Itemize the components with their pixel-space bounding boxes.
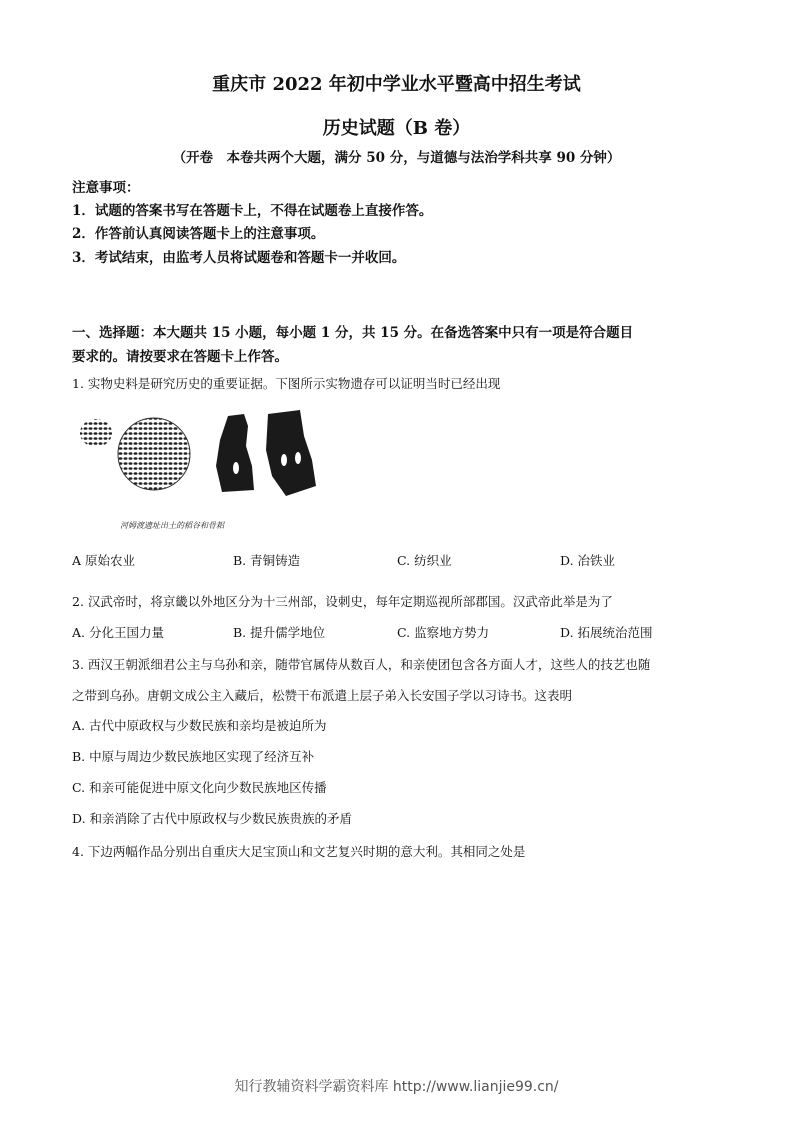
q2-option-b[interactable]: B. 提升儒学地位 — [233, 625, 326, 640]
rice-grain-small-icon — [80, 419, 112, 447]
exam-title: 重庆市 2022 年初中学业水平暨高中招生考试 — [212, 74, 581, 95]
question-1-stem: 1. 实物史料是研究历史的重要证据。下图所示实物遗存可以证明当时已经出现 — [72, 376, 501, 391]
q3-option-a[interactable]: A. 古代中原政权与少数民族和亲均是被迫所为 — [72, 718, 327, 733]
notice-item-2: 2．作答前认真阅读答题卡上的注意事项。 — [72, 226, 325, 242]
exam-note-line: （开卷 本卷共两个大题，满分 50 分，与道德与法治学科共享 90 分钟） — [172, 150, 621, 166]
section-heading-line-2: 要求的。请按要求在答题卡上作答。 — [72, 349, 288, 365]
question-4-stem: 4. 下边两幅作品分别出自重庆大足宝顶山和文艺复兴时期的意大利。其相同之处是 — [72, 844, 526, 859]
q2-option-d[interactable]: D. 拓展统治范围 — [560, 625, 653, 640]
notice-item-3: 3．考试结束，由监考人员将试题卷和答题卡一并收回。 — [72, 250, 406, 266]
q3-option-c[interactable]: C. 和亲可能促进中原文化向少数民族地区传播 — [72, 780, 327, 795]
section-heading-line-1: 一、选择题：本大题共 15 小题，每小题 1 分，共 15 分。在备选答案中只有一项是符合题目 — [72, 325, 634, 341]
q1-option-d[interactable]: D. 冶铁业 — [560, 553, 616, 568]
q2-option-a[interactable]: A. 分化王国力量 — [72, 625, 164, 640]
rice-and-bone-tool-photo — [78, 406, 328, 538]
notice-heading: 注意事项： — [72, 180, 140, 196]
footer-watermark: 知行教辅资料学霸资料库 http://www.lianjie99.cn/ — [234, 1079, 559, 1095]
q1-option-c[interactable]: C. 纺织业 — [397, 553, 452, 568]
bone-tool-1-icon — [216, 414, 254, 492]
question-3-stem-line-1: 3. 西汉王朝派细君公主与乌孙和亲，随带官属侍从数百人，和亲使团包含各方面人才，这些人的技艺也随 — [72, 657, 651, 672]
q3-option-b[interactable]: B. 中原与周边少数民族地区实现了经济互补 — [72, 749, 315, 764]
question-3-stem-line-2: 之带到乌孙。唐朝文成公主入藏后，松赞干布派遣上层子弟入长安国子学以习诗书。这表明 — [72, 688, 573, 703]
q3-option-d[interactable]: D. 和亲消除了古代中原政权与少数民族贵族的矛盾 — [72, 811, 353, 826]
q2-option-c[interactable]: C. 监察地方势力 — [397, 625, 490, 640]
exam-subtitle: 历史试题（B 卷） — [322, 118, 471, 139]
bone-tool-2-icon — [266, 410, 316, 496]
q1-option-b[interactable]: B. 青铜铸造 — [233, 553, 301, 568]
notice-item-1: 1．试题的答案书写在答题卡上，不得在试题卷上直接作答。 — [72, 203, 433, 219]
figure-caption: 河姆渡遗址出土的稻谷和骨耜 — [120, 521, 224, 530]
rice-grain-pile-icon — [118, 418, 190, 490]
question-2-stem: 2. 汉武帝时，将京畿以外地区分为十三州部，设刺史，每年定期巡视所部郡国。汉武帝此举是为了 — [72, 594, 613, 609]
q1-option-a[interactable]: A 原始农业 — [72, 553, 136, 568]
